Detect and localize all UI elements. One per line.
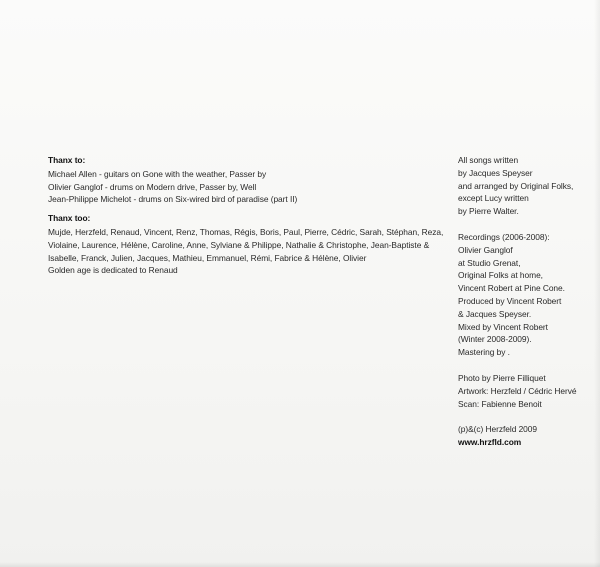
recordings-line-6: Produced by Vincent Robert (458, 295, 562, 306)
thanx-too-line-3: Isabelle, Franck, Julien, Jacques, Mathieu, Emmanuel, Rémi, Fabrice & Hélène, Olivier (48, 252, 367, 263)
dedication-line: Golden age is dedicated to Renaud (48, 265, 178, 276)
scan-credit: Scan: Fabienne Benoit (458, 398, 542, 409)
thanx-to-heading: Thanx to: (48, 155, 86, 165)
recordings-line-4: Original Folks at home, (458, 270, 543, 281)
recordings-line-7: & Jacques Speyser. (458, 308, 532, 319)
thanx-too-line-2: Violaine, Laurence, Hélène, Caroline, Anne, Sylviane & Philippe, Nathalie & Christophe, Jean-Baptiste & (48, 239, 430, 250)
recordings-line-2: Olivier Ganglof (458, 244, 513, 255)
thanx-too-heading: Thanx too: (48, 213, 91, 224)
section-gap (458, 410, 593, 423)
photo-credit: Photo by Pierre Filliquet (458, 372, 546, 383)
songs-line-3: and arranged by Original Folks, (458, 180, 574, 191)
recordings-line-3: at Studio Grenat, (458, 257, 521, 268)
recordings-line-9: (Winter 2008-2009). (458, 334, 532, 345)
page-edge-shadow (594, 0, 600, 567)
artwork-credit: Artwork: Herzfeld / Cédric Hervé (458, 385, 577, 396)
thanx-to-line-2: Olivier Ganglof - drums on Modern drive, Passer by, Well (48, 181, 257, 192)
section-gap (458, 218, 593, 231)
songs-line-4: except Lucy written (458, 193, 529, 204)
thanx-to-line-1: Michael Allen - guitars on Gone with the weather, Passer by (48, 168, 267, 179)
songs-line-2: by Jacques Speyser (458, 167, 533, 178)
songs-line-1: All songs written (458, 155, 519, 165)
recordings-line-10: Mastering by . (458, 347, 510, 358)
copyright-notice: (p)&(c) Herzfeld 2009 (458, 424, 538, 435)
credits-column (458, 154, 593, 449)
recordings-line-8: Mixed by Vincent Robert (458, 321, 548, 332)
thanks-column (48, 154, 444, 277)
recordings-line-1: Recordings (2006-2008): (458, 231, 550, 242)
recordings-line-5: Vincent Robert at Pine Cone. (458, 283, 565, 294)
thanx-too-line-1: Mujde, Herzfeld, Renaud, Vincent, Renz, Thomas, Régis, Boris, Paul, Pierre, Cédric, Sarah, Stéphan, Reza, (48, 226, 444, 237)
thanx-to-line-3: Jean-Philippe Michelot - drums on Six-wired bird of paradise (part II) (48, 194, 298, 205)
website-url: www.hrzfld.com (458, 437, 522, 448)
page-edge-shadow-bottom (0, 562, 600, 567)
section-gap (458, 359, 593, 372)
songs-line-5: by Pierre Walter. (458, 206, 519, 217)
